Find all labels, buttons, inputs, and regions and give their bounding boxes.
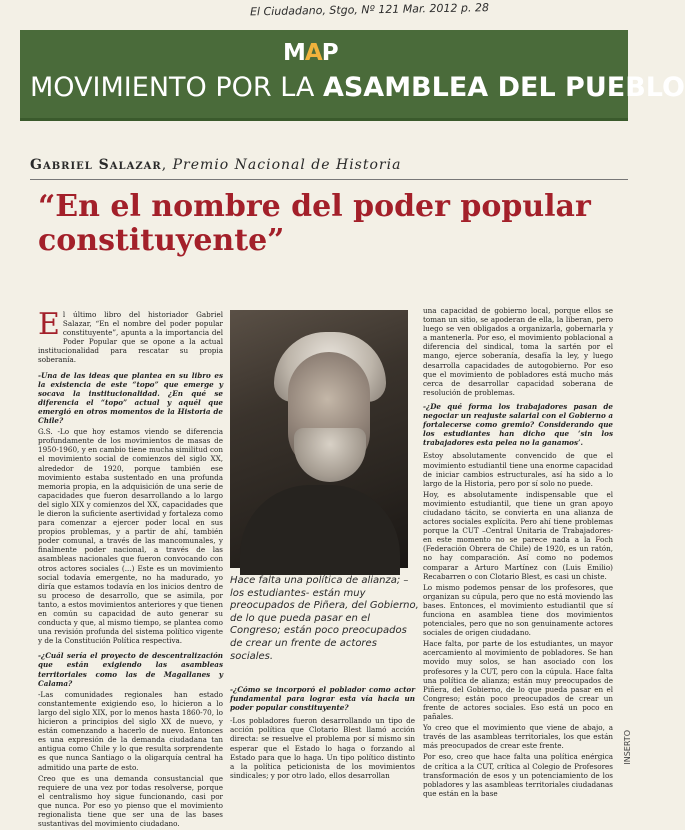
divider-rule [30, 179, 628, 180]
question-4: -¿De qué forma los trabajadores pasan de negociar un reajuste salarial con el Gobierno a fortalecerse como gremio? Considerando que los estudiantes han dicho que ‘sin los trabajadores esta pelea no la ganamos’. [423, 401, 613, 448]
column-2-bottom [230, 685, 415, 782]
col3-paragraph-4: Lo mismo podemos pensar de los profesores, que organizan su cúpula, pero que no está moviendo las bases. Entonces, el movimiento estudiantil que sí funciona en asamblea tiene dos movimientos potenciales, pero que no son genuinamente actores sociales de origen ciudadano. [423, 582, 613, 638]
question-3: -¿Cómo se incorporó el poblador como actor fundamental para lograr esta vía hacia un poder popular constituyente? [230, 685, 415, 713]
photo-beard [294, 428, 366, 482]
photo-caption: Hace falta una política de alianza; –los estudiantes- están muy preocupados de Piñera, del Gobierno, de lo que pueda pasar en el Congreso; están poco preocupados de crear un frente de actores sociales. [230, 575, 419, 662]
column-1 [38, 307, 223, 830]
col3-paragraph-5: Hace falta, por parte de los estudiantes, un mayor acercamiento al movimiento de pobladores. Se han movido muy solos, se han asociado con los profesores y la CUT, pero con la cúpula. Hace falta una política de alianza; están muy preocupados de Piñera, del Gobierno, de lo que pueda pasar en el Congreso; están poco preocupados de crear un frente de actores sociales. Eso está un poco en pañales. [423, 639, 613, 722]
banner-title: MOVIMIENTO POR LA ASAMBLEA DEL PUEBLO [30, 72, 685, 103]
map-logo: MAP [283, 40, 338, 66]
answer-2a: -Las comunidades regionales han estado constantemente exigiendo eso, lo hicieron a lo largo del siglo XIX, por lo menos hasta 1860-70, lo hicieron a principios del siglo XX de nuevo, y están comenzando a hacerlo de nuevo. Entonces es una expresión de la demanda ciudadana tan antigua como Chile y lo que resulta sorprendente es que nunca Santiago o la oligarquía central ha admitido una parte de esto. [38, 689, 223, 772]
byline: Gabriel Salazar, Premio Nacional de Historia [30, 157, 402, 173]
col3-paragraph-6: Yo creo que el movimiento que viene de abajo, a través de las asambleas territoriales, los que están más preocupados de crear este frente. [423, 723, 613, 751]
drop-cap: E [38, 307, 60, 342]
intro-paragraph: l último libro del historiador Gabriel Salazar, “En el nombre del poder popular constituyente”, apunta a la importancia del Poder Popular que se opone a la actual institucionalidad para rescatar su propia soberanía. [38, 310, 223, 365]
author-photo [230, 310, 408, 568]
answer-1: G.S. -Lo que hoy estamos viendo se diferencia profundamente de los movimientos de masas de 1950-1960, y en cambio tiene mucha similitud con el movimiento social de comienzos del siglo XX, alrededor de 1920, porque también ese movimiento estaba sustentado en una profunda memoria propia, en la adquisición de una serie de capacidades que fueron desarrollando a lo largo del siglo XIX y comienzos del XX, capacidades que le dieron la suficiente asertividad y fortaleza como para comenzar a ejercer poder local en sus propios problemas, y a partir de ahí, también poder comunal, a través de las mancomunales, y finalmente poder nacional, a través de las asambleas nacionales que fueron convocando con otros actores sociales (...) Este es un movimiento social todavía emergente, no ha madurado, yo diría que estamos todavía en los inicios dentro de su proceso de desarrollo, que se asimila, por tanto, a estos movimientos anteriores y que tienen en común su capacidad de auto generar su conducta y que, al mismo tiempo, se plantea como una revisión profunda del sistema político vigente y de la Constitución Política respectiva. [38, 427, 223, 646]
col3-paragraph-1: una capacidad de gobierno local, porque ellos se toman un sitio, se apoderan de ella, la liberan, pero luego se ven obligados a organizarla, gobernarla y a mantenerla. Por eso, el movimiento poblacional a diferencia del sindical, toma la sartén por el mango, ejerce soberanía, desafía la ley, y luego desarrolla capacidades de autogobierno. Por eso que el movimiento de pobladores está mucho más cerca de desarrollar capacidad soberana de resolución de problemas. [423, 306, 613, 397]
column-3 [423, 306, 613, 800]
author-name: Gabriel Salazar [30, 157, 162, 173]
answer-2b: Creo que es una demanda consustancial que requiere de una vez por todas resolverse, porque el centralismo hoy sigue funcionando, casi por que nunca. Por eso yo pienso que el movimiento regionalista tiene que ser una de las bases sustantivas del movimiento ciudadano. [38, 773, 223, 829]
photo-shoulders [240, 485, 400, 575]
question-2: -¿Cuál sería el proyecto de descentralización que están exigiendo las asambleas territoriales como las de Magallanes y Calama? [38, 651, 223, 688]
article-headline: “En el nombre del poder popular constituyente” [38, 189, 591, 258]
col3-paragraph-3: Hoy, es absolutamente indispensable que el movimiento estudiantil, que tiene un gran apoyo ciudadano tácito, se convierta en una alianza de actores sociales explícita. Pero ahí tiene problemas porque la CUT –Central Unitaria de Trabajadores- en este momento no se parece nada a la Foch (Federación Obrera de Chile) de 1920, es un ratón, no hay comparación. Así como no podemos comparar a Arturo Martínez con (Luis Emilio) Recabarren o con Clotario Blest, es casi un chiste. [423, 489, 613, 581]
col3-paragraph-2: Estoy absolutamente convencido de que el movimiento estudiantil tiene una enorme capacidad de iniciar cambios estructurales, así ha sido a lo largo de la Historia, pero por sí solo no puede. [423, 451, 613, 488]
col3-paragraph-7: Por eso, creo que hace falta una política enérgica de crítica a la CUT, crítica al Colegio de Profesores transformación de esos y un potenciamiento de los pobladores y las asambleas territoriales ciudadanas que están en la base [423, 752, 613, 798]
author-role: Premio Nacional de Historia [172, 157, 402, 173]
question-1: -Una de las ideas que plantea en su libro es la existencia de este “topo” que emerge y socava la institucionalidad. ¿En qué se diferencia el “topo” actual y aquél que emergió en otros momentos de la Historia de Chile? [38, 370, 223, 426]
handwritten-source-note: El Ciudadano, Stgo, Nº 121 Mar. 2012 p. 28 [249, 1, 490, 19]
answer-3: -Los pobladores fueron desarrollando un tipo de acción política que Clotario Blest llamó acción directa: se resuelve el problema por sí mismo sin esperar que el Estado lo haga o forzando al Estado para que lo haga. Un tipo político distinto a la política peticionista de los movimientos sindicales; y por otro lado, ellos desarrollan [230, 716, 415, 780]
side-mark: INSERTO [623, 730, 632, 765]
